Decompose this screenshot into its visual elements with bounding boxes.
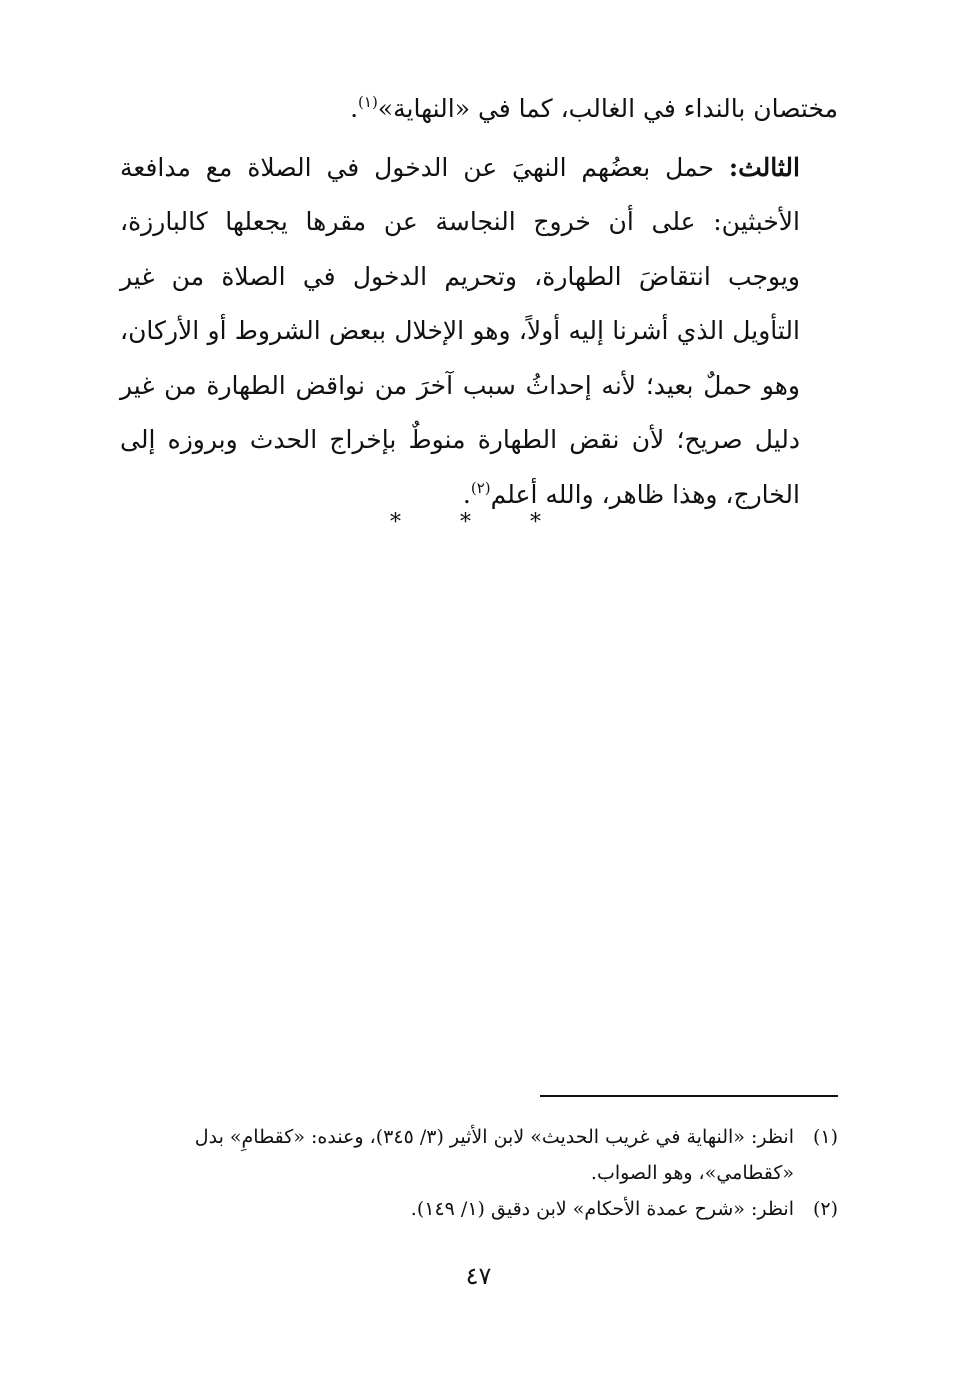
footnote-ref-1: (١) bbox=[358, 93, 378, 111]
footnotes bbox=[120, 1119, 838, 1227]
footnote-1 bbox=[120, 1119, 838, 1155]
paragraph-1-text: مختصان بالنداء في الغالب، كما في «النهاية» bbox=[377, 94, 838, 123]
paragraph-2 bbox=[120, 141, 838, 523]
main-text bbox=[120, 82, 838, 522]
section-separator: * * * bbox=[390, 510, 567, 535]
footnote-1-number: (١) bbox=[812, 1126, 838, 1148]
page-number: ٤٧ bbox=[465, 1262, 492, 1290]
footnote-2 bbox=[120, 1191, 838, 1227]
paragraph-2-lead: الثالث: bbox=[728, 152, 800, 182]
paragraph-1-end: . bbox=[350, 94, 359, 123]
footnote-2-line-1: انظر: «شرح عمدة الأحكام» لابن دقيق (١/ ١٤٩). bbox=[410, 1198, 794, 1220]
footnote-rule bbox=[540, 1095, 838, 1097]
footnote-1-line-2: «كقطامي»، وهو الصواب. bbox=[590, 1162, 794, 1184]
paragraph-1 bbox=[120, 82, 838, 137]
paragraph-2-end: . bbox=[462, 479, 471, 509]
footnote-1-line-1: انظر: «النهاية في غريب الحديث» لابن الأثير (٣/ ٣٤٥)، وعنده: «كقطامِ» بدل bbox=[194, 1126, 794, 1148]
footnote-1-continuation bbox=[120, 1155, 838, 1191]
paragraph-2-text: حمل بعضُهم النهيَ عن الدخول في الصلاة مع مدافعة الأخبثين: على أن خروج النجاسة عن مقرها يجعلها كالبارزة، ويوجب انتقاضَ الطهارة، وتحريم الدخول في الصلاة من غير التأويل الذي أشرنا إليه أولاً، وهو الإخلال ببعض الشروط أو الأركان، وهو حملٌ بعيد؛ لأنه إحداثُ سبب آخرَ من نواقض الطهارة من غير دليل صريح؛ لأن نقض الطهارة منوطٌ بإخراج الحدث وبروزه إلى الخارج، وهذا ظاهر، والله أعلم bbox=[120, 152, 800, 509]
footnote-2-number: (٢) bbox=[812, 1198, 838, 1220]
footnote-ref-2: (٢) bbox=[470, 478, 491, 497]
